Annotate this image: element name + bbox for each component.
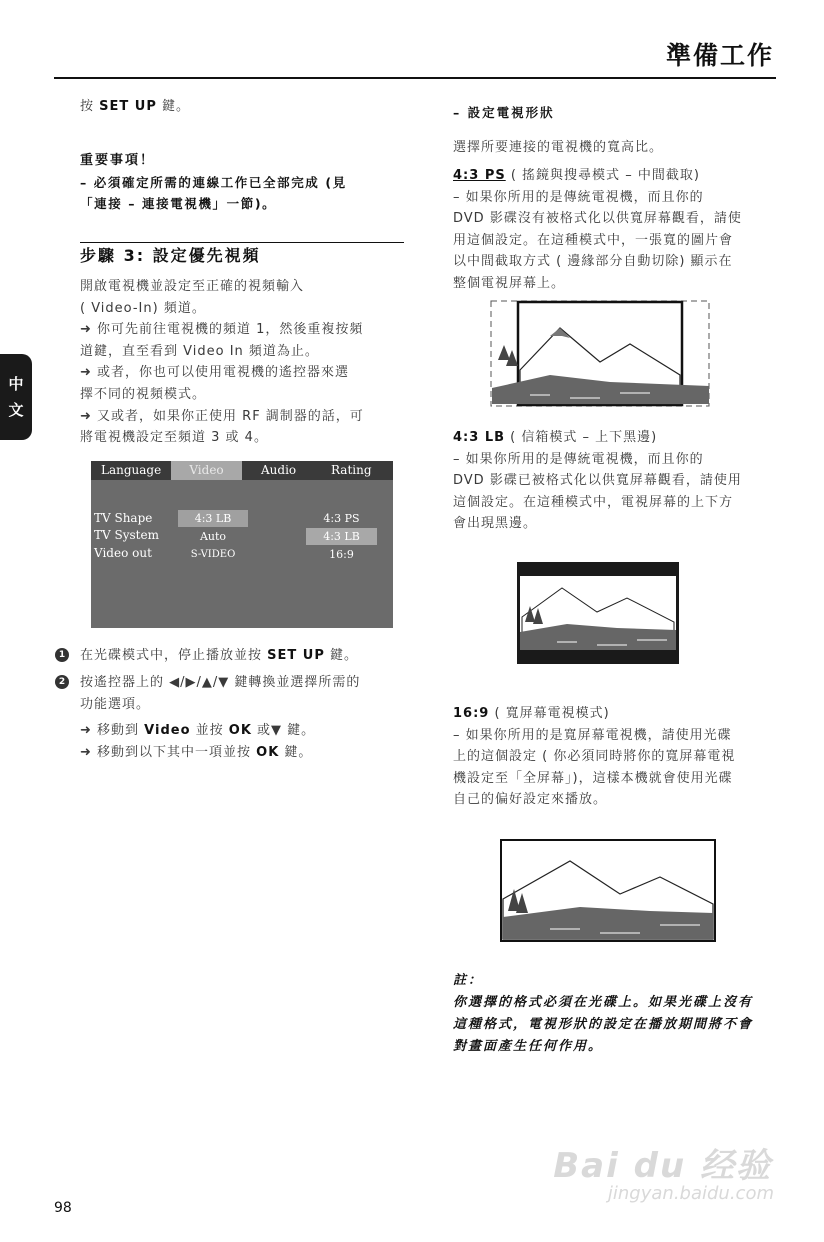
step-2-text [80,672,410,716]
submenu-option-ps: 4:3 PS [323,512,360,525]
setup-suffix: 鍵。 [156,99,191,114]
sub-step-1-mid: 並按 [190,723,229,738]
lb-line: 這個設定。在這種模式中，電視屏幕的上下方 [453,494,734,510]
watermark-brand: Bai du 经验 [553,1146,772,1186]
body-line: 將電視機設定至頻道 3 或 4。 [80,430,268,446]
ps-line: DVD 影碟沒有被格式化以供寬屏幕觀看，請使 [453,211,742,227]
language-tab-char-2: 文 [8,401,24,419]
ps-line: – 如果你所用的是傳統電視機，而且你的 [453,189,704,205]
lb-line: 會出現黑邊。 [453,516,538,532]
step-2-line: 按遙控器上的 ◀/▶/▲/▼ 鍵轉換並選擇所需的 [80,675,361,690]
menu-value-video-out: S-VIDEO [190,549,236,560]
widescreen-illustration [500,839,716,942]
sub-step-2-suffix: 鍵。 [279,745,313,760]
note-line: 這種格式，電視形狀的設定在播放期間將不會 [453,1017,754,1032]
note-title: 註： [453,973,484,988]
sub-step-1 [80,720,410,742]
widescreen-section [453,703,779,811]
step-1-suffix: 鍵。 [324,648,359,663]
watermark-url: jingyan.baidu.com [607,1183,774,1204]
setup-key: SET UP [99,99,157,114]
ps-line: 以中間截取方式 ( 邊緣部分自動切除) 顯示在 [453,254,733,270]
tv-shape-heading: – 設定電視形狀 [453,105,555,120]
menu-row-tv-shape: TV Shape [94,511,153,525]
tv-shape-intro: 選擇所要連接的電視機的寬高比。 [453,140,664,155]
step-1-key: SET UP [267,648,325,663]
sub-step-2-ok: OK [256,745,280,760]
step-body [80,276,404,449]
widescreen-mode: ( 寬屏幕電視模式) [489,706,610,721]
lb-line: – 如果你所用的是傳統電視機，而且你的 [453,451,704,467]
notice-line: 「連接 – 連接電視機」一節)。 [80,196,277,211]
note-line: 對畫面產生任何作用。 [453,1039,604,1054]
sub-step-1-prefix: ➜ 移動到 [80,723,145,738]
setup-prefix: 按 [80,99,100,114]
step-1-text [80,645,410,667]
page-title: 準備工作 [665,41,774,70]
language-tab-char-1: 中 [8,375,24,393]
widescreen-line: 上的這個設定 ( 你必須同時將你的寬屏幕電視 [453,749,736,765]
body-line: ( Video-In) 頻道。 [80,300,206,316]
menu-tab-audio: Audio [261,463,297,477]
sub-step-1-video: Video [144,723,191,738]
header-rule [54,77,776,79]
step-1-prefix: 在光碟模式中，停止播放並按 [80,648,268,663]
submenu-option-lb: 4:3 LB [306,528,377,545]
lb-label: 4:3 LB [453,430,506,445]
lb-mode: ( 信箱模式 – 上下黑邊) [505,430,658,445]
note-line: 你選擇的格式必須在光碟上。如果光碟上沒有 [453,995,754,1010]
lb-title [453,427,779,449]
notice-text [80,172,404,214]
sub-step-1-ok: OK [228,723,252,738]
notice-title: 重要事項！ [80,153,156,168]
sub-steps [80,720,410,764]
menu-row-tv-system: TV System [94,528,159,542]
step-number-2: 2 [55,675,69,689]
ps-line: 整個電視屏幕上。 [453,275,566,291]
widescreen-line: – 如果你所用的是寬屏幕電視機，請使用光碟 [453,727,732,743]
language-tab [0,354,32,440]
letterbox-illustration [517,562,679,664]
step-rule [80,242,404,243]
widescreen-line: 機設定至「全屏幕」)，這樣本機就會使用光碟 [453,770,733,786]
menu-row-video-out: Video out [94,546,152,560]
widescreen-label: 16:9 [453,706,490,721]
setup-menu-screenshot [91,461,393,628]
sub-step-2 [80,742,410,764]
widescreen-title [453,703,779,725]
body-line: 擇不同的視頻模式。 [80,386,207,402]
menu-tab-bar [91,461,393,480]
step-2-line: 功能選項。 [80,697,151,712]
page-number: 98 [54,1200,72,1216]
ps-line: 用這個設定。在這種模式中，一張寬的圖片會 [453,232,734,248]
note-section [453,970,779,1058]
ps-section [453,165,779,295]
ps-title [453,165,779,187]
menu-tab-language: Language [101,463,162,477]
body-line: 開啟電視機並設定至正確的視頻輸入 [80,279,305,294]
body-line: ➜ 又或者，如果你正使用 RF 調制器的話，可 [80,408,364,424]
widescreen-line: 自己的偏好設定來播放。 [453,792,608,808]
ps-mode: ( 搖鏡與搜尋模式 – 中間截取) [505,168,700,183]
body-line: ➜ 你可先前往電視機的頻道 1，然後重複按頻 [80,322,364,338]
body-line: 道鍵，直至看到 Video In 頻道為止。 [80,343,319,359]
menu-tab-rating: Rating [331,463,372,477]
setup-instruction [80,96,404,118]
body-line: ➜ 或者，你也可以使用電視機的遙控器來選 [80,365,350,381]
lb-line: DVD 影碟已被格式化以供寬屏幕觀看，請使用 [453,473,742,489]
sub-step-2-prefix: ➜ 移動到以下其中一項並按 [80,745,257,760]
notice-line: – 必須確定所需的連線工作已全部完成 (見 [80,175,347,190]
menu-tab-video: Video [171,461,242,480]
menu-value-tv-system: Auto [199,530,227,543]
pan-scan-illustration [490,300,710,410]
ps-label: 4:3 PS [453,168,506,183]
submenu-option-169: 16:9 [329,548,354,561]
step-number-1: 1 [55,648,69,662]
lb-section [453,427,779,535]
sub-step-1-suffix: 或▼ 鍵。 [251,723,316,738]
menu-value-tv-shape: 4:3 LB [178,510,248,527]
step-heading: 步驟 3: 設定優先視頻 [80,246,261,265]
